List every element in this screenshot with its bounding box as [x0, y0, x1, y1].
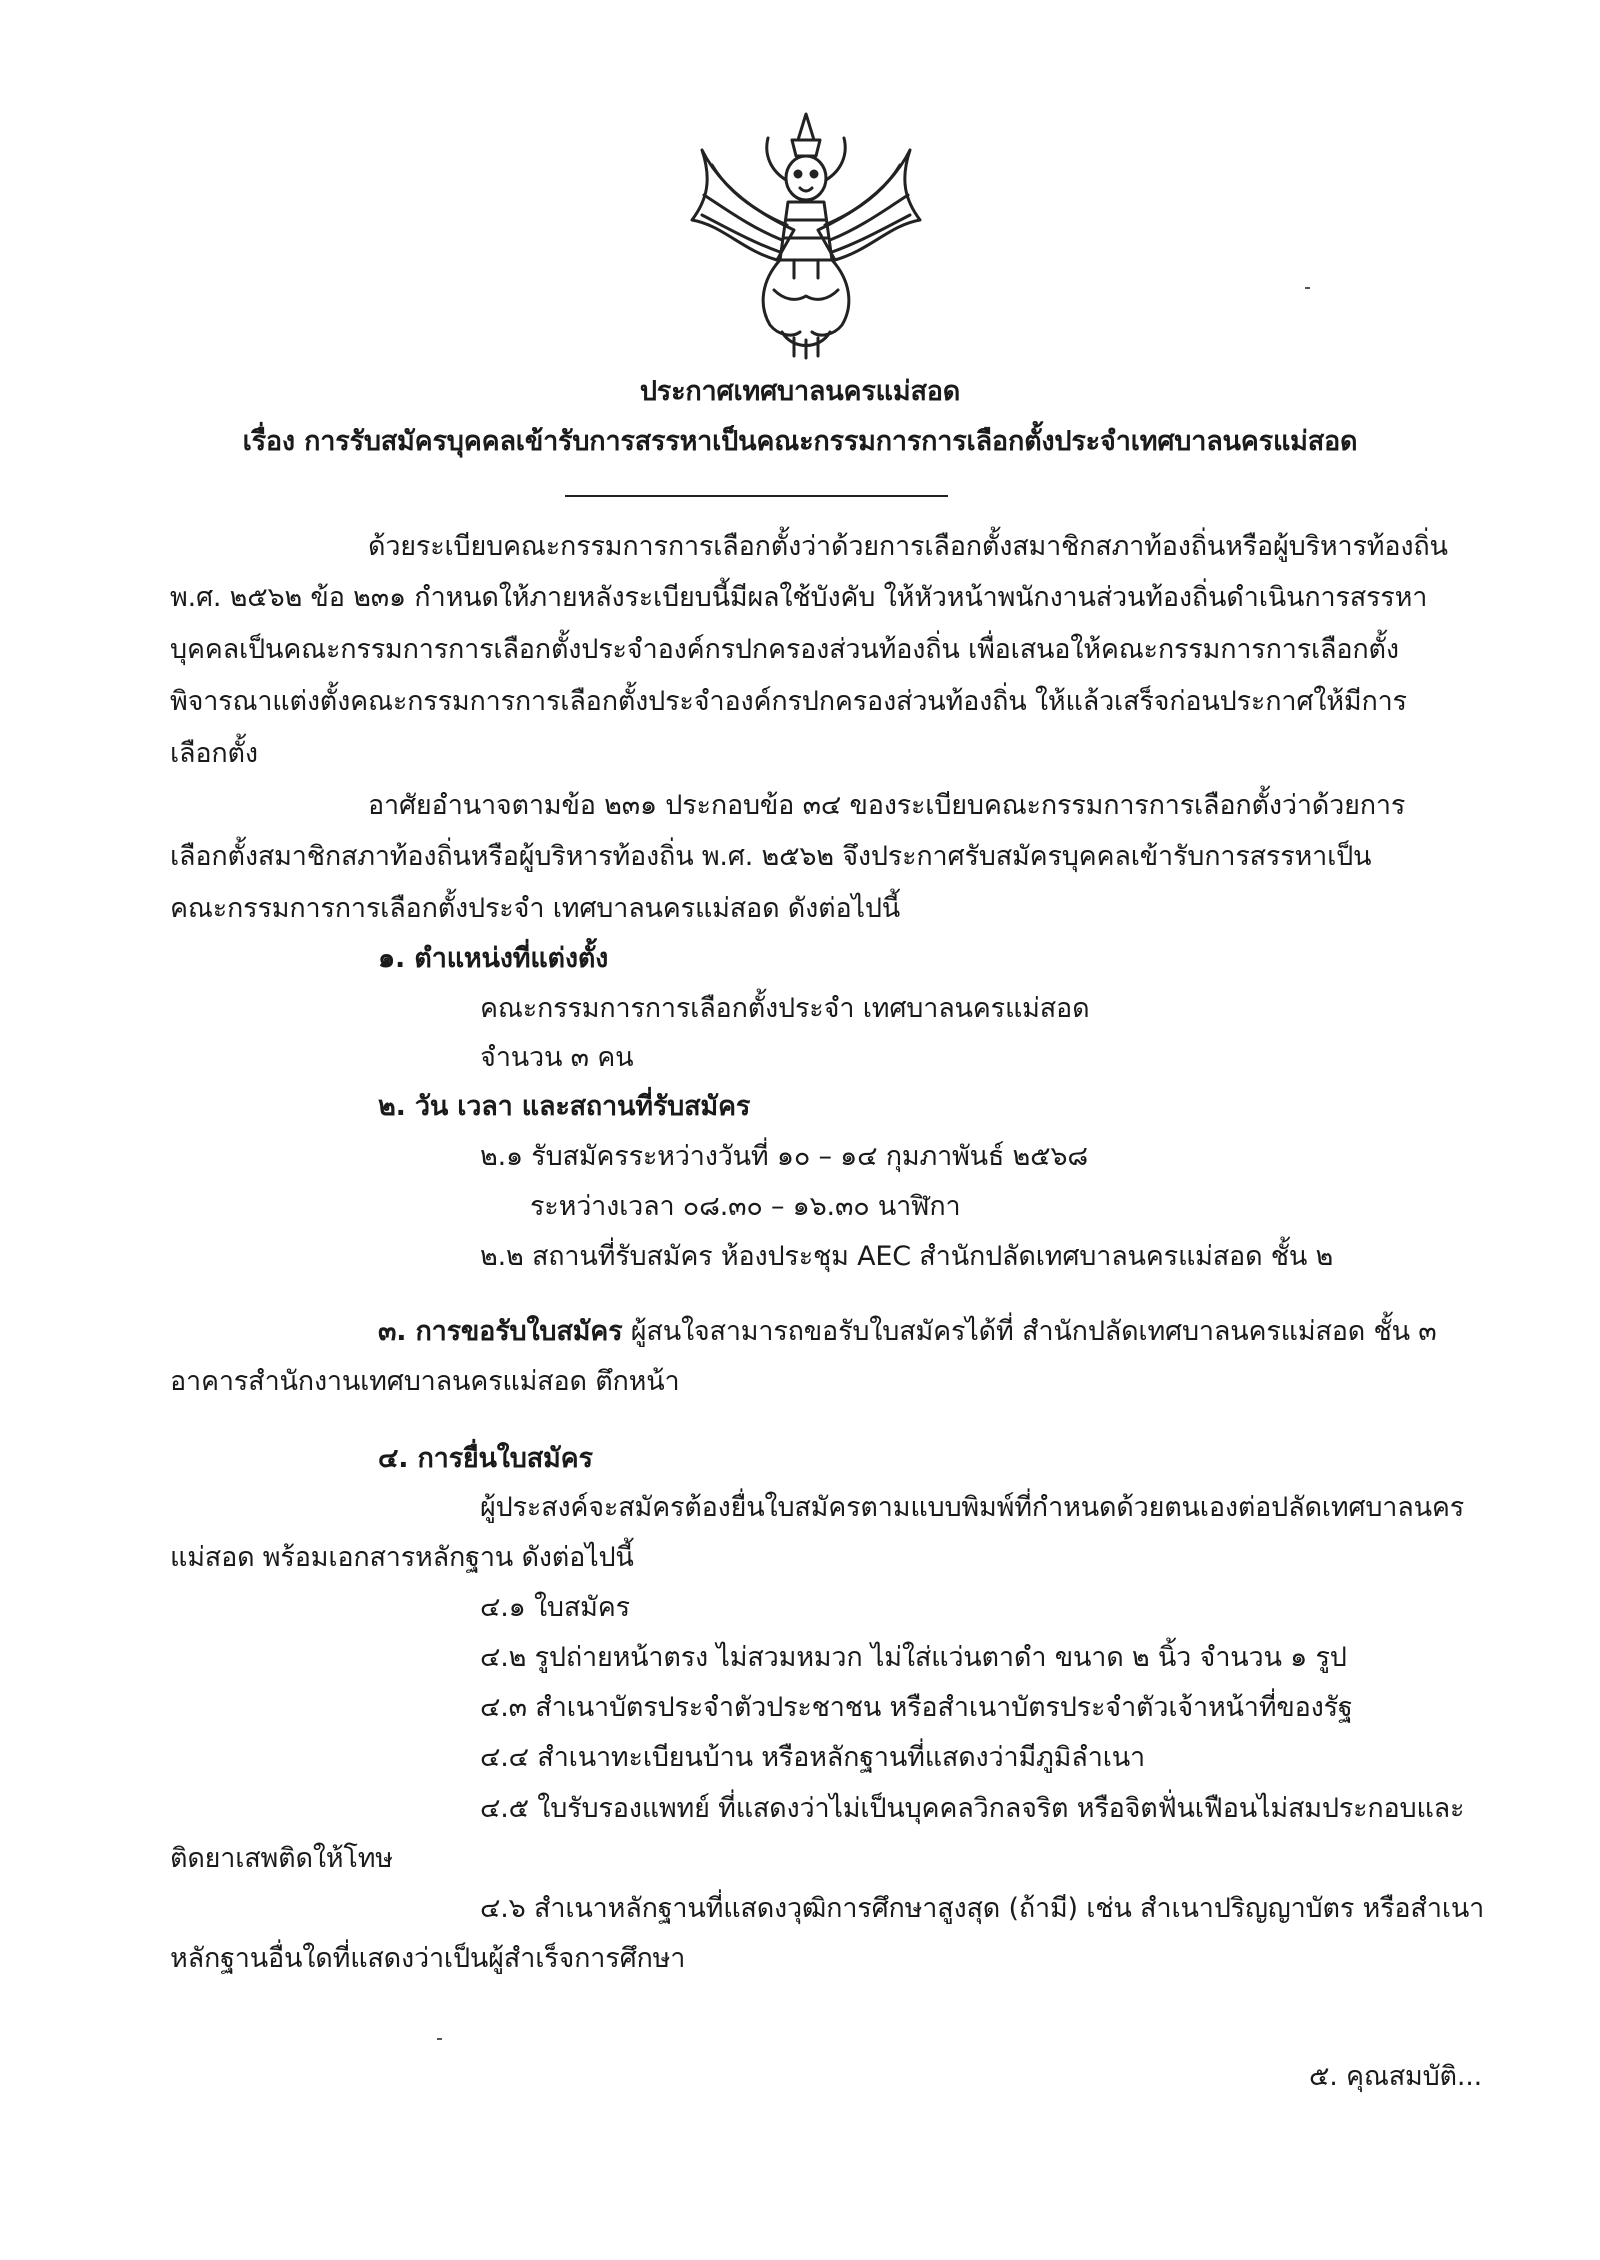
- scan-speck: [437, 2038, 442, 2040]
- section-3-line-2: อาคารสำนักงานเทศบาลนครแม่สอด ตึกหน้า: [170, 1366, 680, 1397]
- section-4-item-5-cont: ติดยาเสพติดให้โทษ: [170, 1843, 393, 1874]
- section-2-dates: ๒.๑ รับสมัครระหว่างวันที่ ๑๐ – ๑๔ กุมภาพันธ์ ๒๕๖๘: [480, 1141, 1088, 1172]
- intro-p1-line-3: บุคคลเป็นคณะกรรมการการเลือกตั้งประจำองค์กรปกครองส่วนท้องถิ่น เพื่อเสนอให้คณะกรรมการการเลือกตั้ง: [170, 634, 1399, 665]
- scan-speck: [1305, 287, 1310, 289]
- intro-p2-line-3: คณะกรรมการการเลือกตั้งประจำ เทศบาลนครแม่สอด ดังต่อไปนี้: [170, 893, 901, 924]
- section-4-heading: ๔. การยื่นใบสมัคร: [378, 1443, 593, 1474]
- section-4-intro-line-2: แม่สอด พร้อมเอกสารหลักฐาน ดังต่อไปนี้: [170, 1542, 634, 1573]
- section-3-line-1: [378, 1318, 1437, 1345]
- section-3-text: ผู้สนใจสามารถขอรับใบสมัครได้ที่ สำนักปลัดเทศบาลนครแม่สอด ชั้น ๓: [622, 1316, 1437, 1347]
- intro-p2-line-1: อาศัยอำนาจตามข้อ ๒๓๑ ประกอบข้อ ๓๔ ของระเบียบคณะกรรมการการเลือกตั้งว่าด้วยการ: [368, 790, 1406, 821]
- garuda-emblem-icon: [682, 110, 930, 360]
- title-divider: [565, 495, 948, 497]
- section-1-count: จำนวน ๓ คน: [480, 1042, 634, 1073]
- section-4-item-1: ๔.๑ ใบสมัคร: [480, 1592, 630, 1623]
- intro-p1-line-5: เลือกตั้ง: [170, 738, 258, 769]
- section-4-item-2: ๔.๒ รูปถ่ายหน้าตรง ไม่สวมหมวก ไม่ใส่แว่นตาดำ ขนาด ๒ นิ้ว จำนวน ๑ รูป: [480, 1642, 1347, 1673]
- section-3-heading: ๓. การขอรับใบสมัคร: [378, 1316, 623, 1347]
- section-1-position: คณะกรรมการการเลือกตั้งประจำ เทศบาลนครแม่สอด: [480, 993, 1090, 1024]
- page-continuation: ๕. คุณสมบัติ...: [1308, 2061, 1482, 2092]
- section-4-item-6: ๔.๖ สำเนาหลักฐานที่แสดงวุฒิการศึกษาสูงสุด (ถ้ามี) เช่น สำเนาปริญญาบัตร หรือสำเนา: [480, 1893, 1485, 1924]
- section-4-item-6-cont: หลักฐานอื่นใดที่แสดงว่าเป็นผู้สำเร็จการศึกษา: [170, 1943, 686, 1974]
- section-4-item-4: ๔.๔ สำเนาทะเบียนบ้าน หรือหลักฐานที่แสดงว่ามีภูมิลำเนา: [480, 1742, 1145, 1773]
- intro-p1-line-1: ด้วยระเบียบคณะกรรมการการเลือกตั้งว่าด้วยการเลือกตั้งสมาชิกสภาท้องถิ่นหรือผู้บริหารท้องถิ่น: [368, 531, 1448, 562]
- section-4-item-5: ๔.๕ ใบรับรองแพทย์ ที่แสดงว่าไม่เป็นบุคคลวิกลจริต หรือจิตฟั่นเฟือนไม่สมประกอบและ: [480, 1793, 1465, 1824]
- section-1-heading: ๑. ตำแหน่งที่แต่งตั้ง: [378, 943, 609, 974]
- intro-p1-line-4: พิจารณาแต่งตั้งคณะกรรมการการเลือกตั้งประจำองค์กรปกครองส่วนท้องถิ่น ให้แล้วเสร็จก่อนประกาศให้มีการ: [170, 686, 1407, 717]
- section-4-item-3: ๔.๓ สำเนาบัตรประจำตัวประชาชน หรือสำเนาบัตรประจำตัวเจ้าหน้าที่ของรัฐ: [480, 1692, 1353, 1723]
- intro-p2-line-2: เลือกตั้งสมาชิกสภาท้องถิ่นหรือผู้บริหารท้องถิ่น พ.ศ. ๒๕๖๒ จึงประกาศรับสมัครบุคคลเข้ารับการสรรหาเป็น: [170, 841, 1372, 872]
- announcement-subject: เรื่อง การรับสมัครบุคคลเข้ารับการสรรหาเป็นคณะกรรมการการเลือกตั้งประจำเทศบาลนครแม่สอด: [242, 426, 1358, 457]
- section-4-intro-line-1: ผู้ประสงค์จะสมัครต้องยื่นใบสมัครตามแบบพิมพ์ที่กำหนดด้วยตนเองต่อปลัดเทศบาลนคร: [480, 1492, 1465, 1523]
- announcement-title: ประกาศเทศบาลนครแม่สอด: [639, 376, 961, 407]
- intro-p1-line-2: พ.ศ. ๒๕๖๒ ข้อ ๒๓๑ กำหนดให้ภายหลังระเบียบนี้มีผลใช้บังคับ ให้หัวหน้าพนักงานส่วนท้องถิ่นดำเนินการสรรหา: [170, 582, 1428, 613]
- section-2-location: ๒.๒ สถานที่รับสมัคร ห้องประชุม AEC สำนักปลัดเทศบาลนครแม่สอด ชั้น ๒: [480, 1241, 1334, 1272]
- section-2-times: ระหว่างเวลา ๐๘.๓๐ – ๑๖.๓๐ นาฬิกา: [530, 1191, 961, 1222]
- section-2-heading: ๒. วัน เวลา และสถานที่รับสมัคร: [378, 1091, 751, 1122]
